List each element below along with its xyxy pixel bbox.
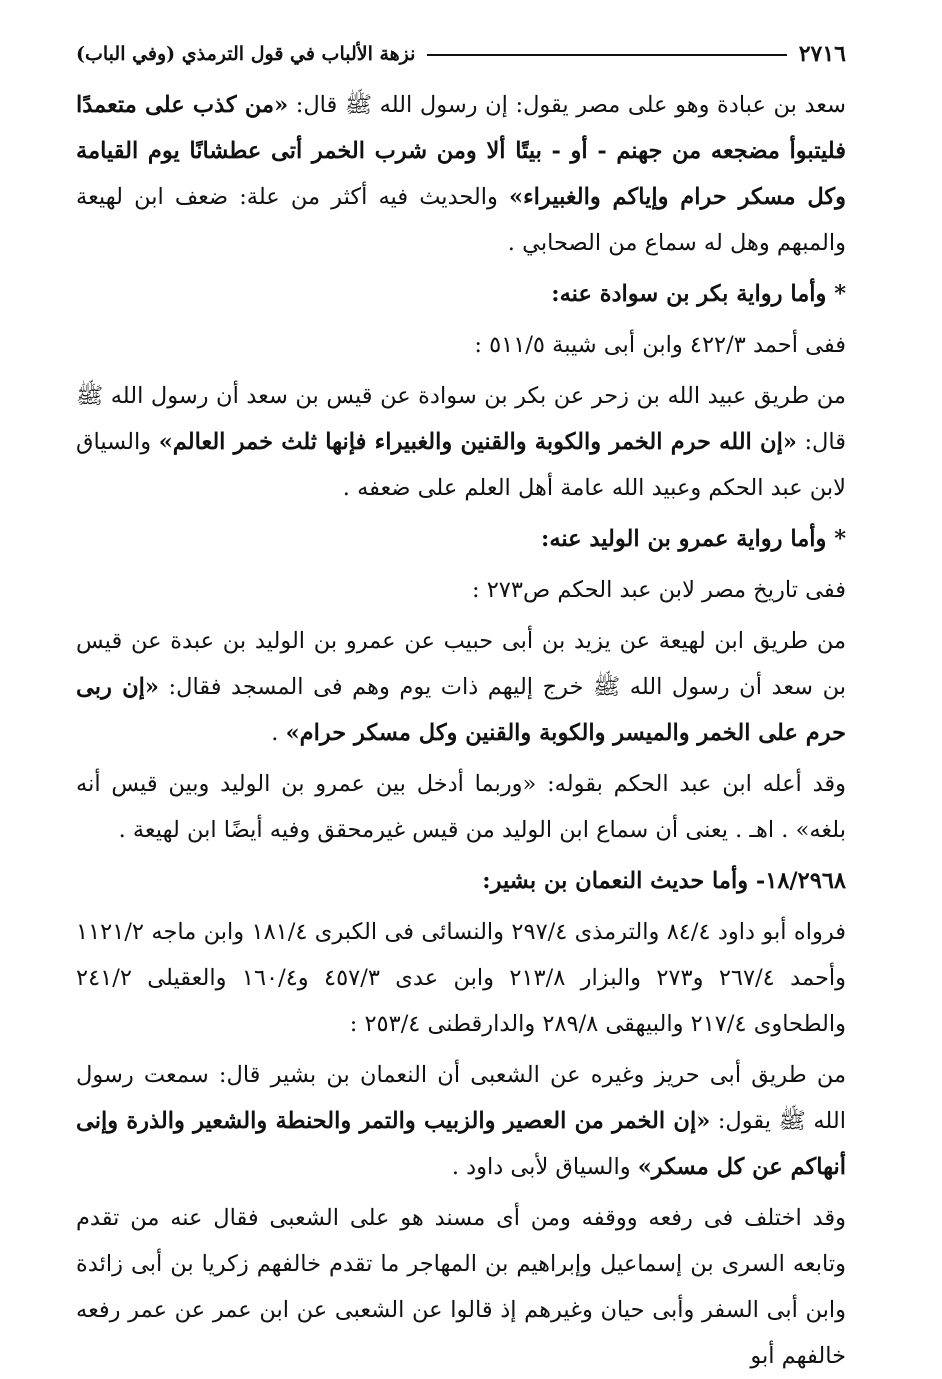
- bold-text: «إن الله حرم الخمر والكوبة والقنين والغبيراء فإنها ثلث خمر العالم»: [158, 429, 797, 455]
- running-title: نزهة الألباب في قول الترمذي (وفي الباب): [76, 43, 416, 65]
- text-run: والسياق لابن عبد الحكم وعبيد الله عامة أهل العلم على ضعفه .: [76, 429, 846, 501]
- body-paragraph: [76, 1195, 846, 1379]
- bold-text: «إن ربى حرم على الخمر والميسر والكوبة والقنين وكل مسكر حرام»: [76, 674, 846, 746]
- body-paragraph: [76, 567, 846, 613]
- body-paragraph: [76, 322, 846, 368]
- page-number: ٢٧١٦: [798, 41, 846, 67]
- text-run: فرواه أبو داود ٨٤/٤ والترمذى ٢٩٧/٤ والنسائى فى الكبرى ١٨١/٤ وابن ماجه ١١٢١/٢ وأحمد ٢٦٧/٤ و٢٧٣ والبزار ٢١٣/٨ وابن عدى ٤٥٧/٣ و١٦٠/٤ والعقيلى ٢٤١/٢ والطحاوى ٢١٧/٤ والبيهقى ٢٨٩/٨ والدارقطنى ٢٥٣/٤ :: [76, 919, 846, 1037]
- body-paragraph: [76, 618, 846, 756]
- body-paragraph: [76, 761, 846, 853]
- text-run: والحديث فيه أكثر من علة: ضعف ابن لهيعة والمبهم وهل له سماع من الصحابي .: [76, 184, 846, 256]
- body-paragraph: [76, 373, 846, 511]
- bold-text: «من كذب على متعمدًا فليتبوأ مضجعه من جهنم - أو - بيتًا ألا ومن شرب الخمر أتى عطشانًا يوم القيامة وكل مسكر حرام وإياكم والغبيراء»: [76, 92, 846, 210]
- text-run: وقد أعله ابن عبد الحكم بقوله: «وربما أدخل بين عمرو بن الوليد وبين قيس أنه بلغه» . اهـ . يعنى أن سماع ابن الوليد من قيس غيرمحقق وفيه أيضًا ابن لهيعة .: [76, 771, 846, 843]
- bold-text: * وأما رواية عمرو بن الوليد عنه:: [541, 526, 846, 552]
- page-header: [76, 34, 846, 74]
- text-run: ففى أحمد ٤٢٢/٣ وابن أبى شيبة ٥١١/٥ :: [474, 332, 846, 358]
- section-heading: [76, 858, 846, 904]
- text-run: والسياق لأبى داود .: [451, 1154, 638, 1180]
- body-paragraph: [76, 1052, 846, 1190]
- text-run: وقد اختلف فى رفعه ووقفه ومن أى مسند هو على الشعبى فقال عنه من تقدم وتابعه السرى بن إسماعيل وإبراهيم بن المهاجر ما تقدم خالفهم زكريا بن أبى زائدة وابن أبى السفر وأبى حيان وغيرهم إذ قالوا عن الشعبى عن ابن عمر عن عمر رفعه خالفهم أبو: [76, 1205, 846, 1369]
- page-body: [76, 82, 846, 1379]
- text-run: من طريق ابن لهيعة عن يزيد بن أبى حبيب عن عمرو بن الوليد بن عبدة عن قيس بن سعد أن رسول الله ﷺ خرج إليهم ذات يوم وهم فى المسجد فقال:: [76, 628, 846, 700]
- section-heading: [76, 516, 846, 562]
- text-run: من طريق أبى حريز وغيره عن الشعبى أن النعمان بن بشير قال: سمعت رسول الله ﷺ يقول:: [76, 1062, 846, 1134]
- bold-text: * وأما رواية بكر بن سوادة عنه:: [551, 281, 846, 307]
- text-run: ففى تاريخ مصر لابن عبد الحكم ص٢٧٣ :: [471, 577, 846, 603]
- body-paragraph: [76, 82, 846, 266]
- text-run: سعد بن عبادة وهو على مصر يقول: إن رسول الله ﷺ قال:: [288, 92, 846, 118]
- section-heading: [76, 271, 846, 317]
- header-rule: [427, 54, 786, 56]
- text-run: .: [271, 720, 286, 746]
- body-paragraph: [76, 909, 846, 1047]
- bold-text: «إن الخمر من العصير والزبيب والتمر والحنطة والشعير والذرة وإنى أنهاكم عن كل مسكر»: [76, 1108, 846, 1180]
- text-run: من طريق عبيد الله بن زحر عن بكر بن سوادة عن قيس بن سعد أن رسول الله ﷺ قال:: [76, 383, 846, 455]
- bold-text: ١٨/٢٩٦٨- وأما حديث النعمان بن بشير:: [482, 868, 846, 894]
